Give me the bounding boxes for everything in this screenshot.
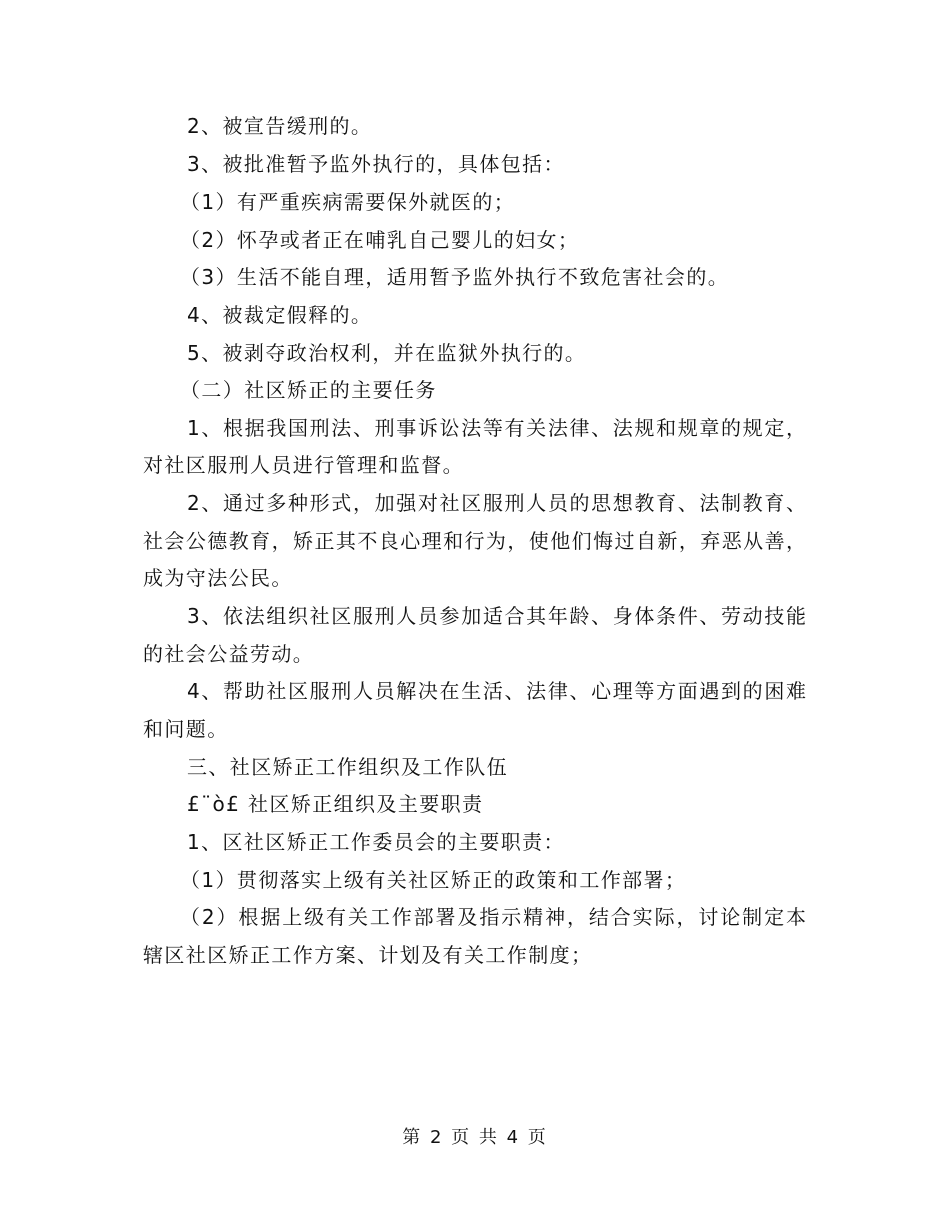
text-line: 2、通过多种形式，加强对社区服刑人员的思想教育、法制教育、 [187, 491, 806, 515]
text-line: 4、被裁定假释的。 [187, 303, 373, 327]
page-number-footer: 第 2 页 共 4 页 [402, 1127, 548, 1148]
text-line: 成为守法公民。 [143, 566, 293, 590]
text-line: 和问题。 [143, 717, 229, 741]
text-line: 5、被剥夺政治权利，并在监狱外执行的。 [187, 341, 587, 365]
section-heading: 三、社区矫正工作组织及工作队伍 [187, 755, 508, 779]
subsection-heading: £¨ò£ 社区矫正组织及主要职责 [187, 792, 484, 816]
text-line: 的社会公益劳动。 [143, 642, 315, 666]
text-line: 社会公德教育，矫正其不良心理和行为，使他们悔过自新，弃恶从善， [143, 529, 806, 553]
text-line: 3、被批准暂予监外执行的，具体包括： [187, 152, 565, 176]
text-line: （2）怀孕或者正在哺乳自己婴儿的妇女； [180, 228, 580, 252]
text-line: 4、帮助社区服刑人员解决在生活、法律、心理等方面遇到的困难 [187, 679, 806, 703]
text-line: （2）根据上级有关工作部署及指示精神，结合实际，讨论制定本 [180, 905, 806, 929]
text-line: （1）有严重疾病需要保外就医的； [180, 190, 516, 214]
text-line: （3）生活不能自理，适用暂予监外执行不致危害社会的。 [180, 265, 730, 289]
section-heading: （二）社区矫正的主要任务 [180, 378, 437, 402]
text-line: （1）贯彻落实上级有关社区矫正的政策和工作部署； [180, 868, 687, 892]
text-line: 1、根据我国刑法、刑事诉讼法等有关法律、法规和规章的规定， [187, 416, 806, 440]
text-line: 2、被宣告缓刑的。 [187, 114, 373, 138]
text-line: 对社区服刑人员进行管理和监督。 [143, 453, 464, 477]
text-line: 3、依法组织社区服刑人员参加适合其年龄、身体条件、劳动技能 [187, 604, 806, 628]
text-line: 1、区社区矫正工作委员会的主要职责： [187, 830, 565, 854]
text-line: 辖区社区矫正工作方案、计划及有关工作制度； [143, 943, 593, 967]
